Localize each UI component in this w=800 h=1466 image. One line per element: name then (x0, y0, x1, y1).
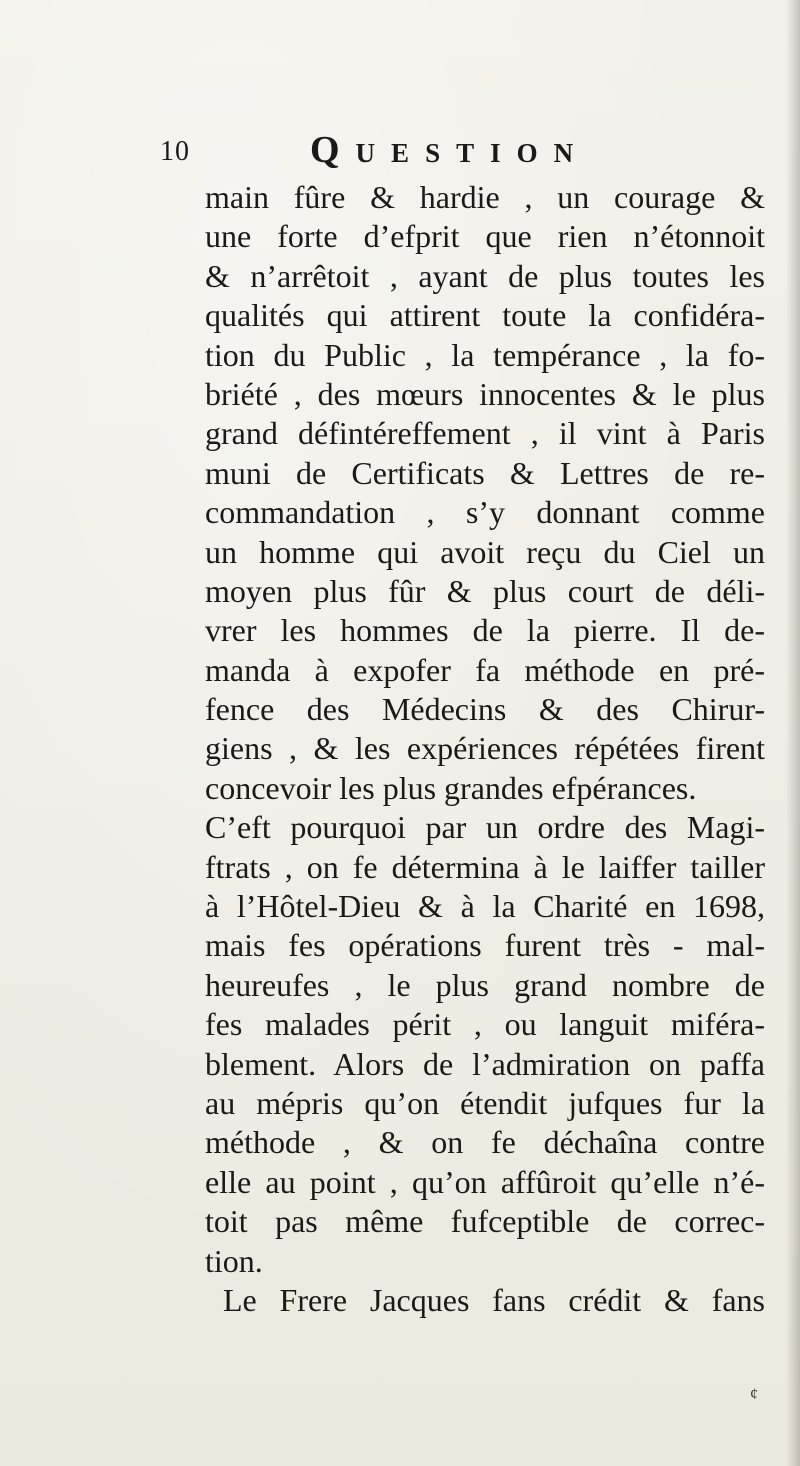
text-line: tion. (205, 1242, 263, 1279)
text-line: heureufes , le plus grand nombre de (205, 966, 765, 1003)
text-line: briété , des mœurs innocentes & le plus (205, 375, 765, 412)
body-text (205, 178, 765, 1320)
text-line: une forte d’efprit que rien n’étonnoit (205, 218, 765, 255)
text-line: fence des Médecins & des Chirur- (205, 691, 765, 728)
text-line: fes malades périt , ou languit miféra- (205, 1006, 765, 1043)
text-line: ftrats , on fe détermina à le laiffer tailler (205, 848, 765, 885)
text-line: tion du Public , la tempérance , la fo- (205, 336, 765, 373)
text-line: blement. Alors de l’admiration on paffa (205, 1045, 765, 1082)
running-title: Question (310, 129, 590, 171)
page-edge-shadow (786, 0, 800, 1466)
text-line: muni de Certificats & Lettres de re- (205, 454, 765, 491)
text-line: moyen plus fûr & plus court de déli- (205, 572, 765, 609)
text-line: vrer les hommes de la pierre. Il de- (205, 612, 765, 649)
text-line: main fûre & hardie , un courage & (205, 179, 765, 215)
text-line: toit pas même fufceptible de correc- (205, 1203, 765, 1240)
text-line: au mépris qu’on étendit jufques fur la (205, 1084, 765, 1121)
text-line: Le Frere Jacques fans crédit & fans (223, 1281, 765, 1318)
page-number: 10 (160, 136, 190, 167)
running-head (160, 128, 760, 171)
text-line: à l’Hôtel-Dieu & à la Charité en 1698, (205, 888, 765, 925)
text-line: manda à expofer fa méthode en pré- (205, 651, 765, 688)
text-line: méthode , & on fe déchaîna contre (205, 1124, 765, 1161)
text-line: C’eft pourquoi par un ordre des Magi- (205, 809, 765, 846)
text-line: un homme qui avoit reçu du Ciel un (205, 533, 765, 570)
stray-mark: ¢ (750, 1386, 758, 1403)
text-line: qualités qui attirent toute la confidéra- (205, 297, 765, 334)
text-line: elle au point , qu’on affûroit qu’elle n’é- (205, 1163, 765, 1200)
text-line: grand défintéreffement , il vint à Paris (205, 415, 765, 452)
text-line: & n’arrêtoit , ayant de plus toutes les (205, 257, 765, 294)
text-line: mais fes opérations furent très - mal- (205, 927, 765, 964)
text-line: concevoir les plus grandes efpérances. (205, 769, 697, 806)
text-line: giens , & les expériences répétées firent (205, 730, 765, 767)
text-line: commandation , s’y donnant comme (205, 494, 765, 531)
